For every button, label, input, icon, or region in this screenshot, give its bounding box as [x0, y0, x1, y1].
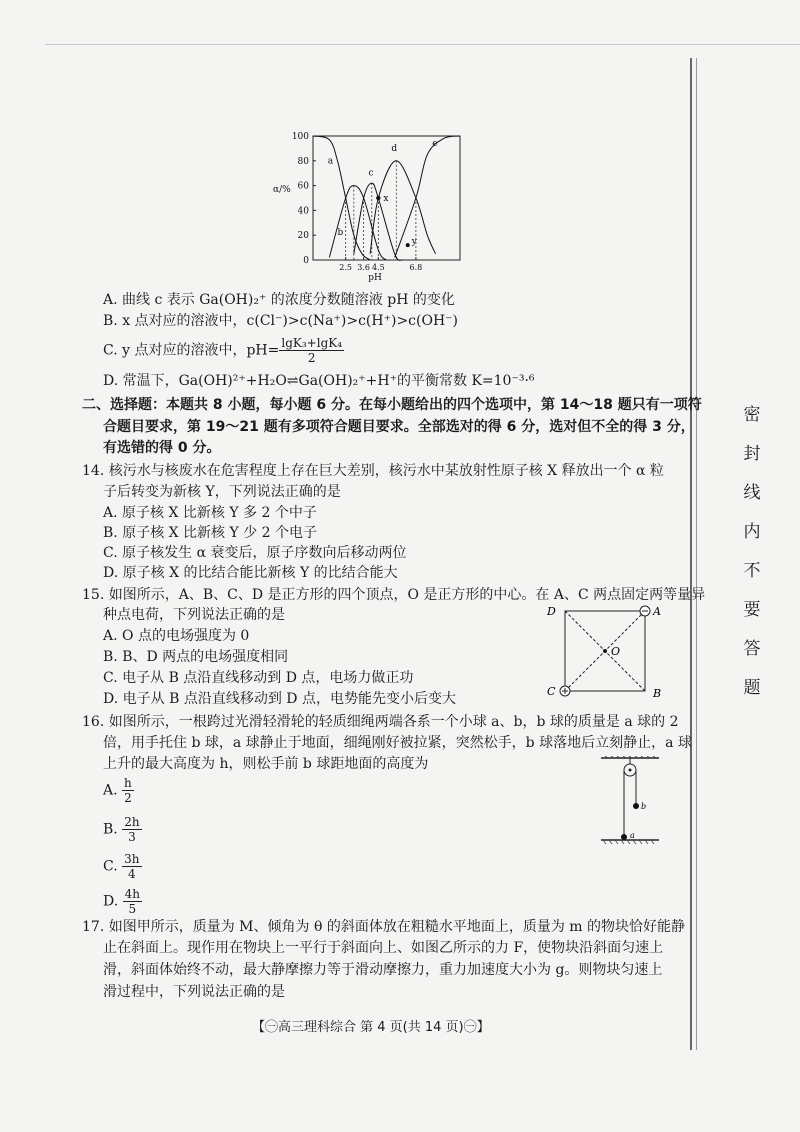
- q17-stem-3: 滑，斜面体始终不动，最大静摩擦力等于滑动摩擦力，重力加速度大小为 g。则物块匀速上: [103, 962, 663, 978]
- q14-option-d: D. 原子核 X 的比结合能比新核 Y 的比结合能大: [103, 565, 398, 581]
- q16-stem-1: 16. 如图所示，一根跨过光滑轻滑轮的轻质细绳两端各系一个小球 a、b，b 球的质量是 a 球的 2: [82, 714, 679, 730]
- x-axis-label: pH: [368, 273, 382, 283]
- q16-option-c: [103, 852, 142, 881]
- y-tick-label: 100: [291, 132, 309, 142]
- q16-option-fraction: [122, 815, 141, 844]
- distribution-chart: [265, 130, 475, 290]
- series-line-d: [370, 161, 435, 254]
- curve-label-c: c: [368, 168, 374, 179]
- point-x: [376, 196, 380, 200]
- curve-label-b: b: [337, 228, 344, 239]
- frac-num: h: [124, 776, 132, 790]
- curve-label-d: d: [391, 143, 398, 154]
- label-a: A: [653, 605, 661, 618]
- binding-notice: [740, 400, 764, 712]
- section2-line3: 有选错的得 0 分。: [103, 440, 221, 456]
- ball-b-label: b: [641, 802, 647, 811]
- q15-option-a: A. O 点的电场强度为 0: [103, 628, 250, 644]
- binding-char: 答: [743, 639, 761, 659]
- series-line-a: [313, 136, 370, 260]
- q13-option-d: D. 常温下，Ga(OH)²⁺+H₂O⇌Ga(OH)₂⁺+H⁺的平衡常数 K=10⁻³·⁶: [103, 373, 535, 389]
- q17-stem-4: 滑过程中，下列说法正确的是: [103, 984, 285, 1000]
- binding-char: 要: [743, 600, 761, 620]
- binding-char: 不: [743, 561, 761, 581]
- q14-stem-1: 14. 核污水与核废水在危害程度上存在巨大差别，核污水中某放射性原子核 X 释放出一个 α 粒: [82, 463, 664, 479]
- q16-option-label: B.: [103, 821, 118, 838]
- q14-option-c: C. 原子核发生 α 衰变后，原子序数向后移动两位: [103, 545, 407, 561]
- y-tick-label: 20: [297, 231, 309, 242]
- q16-option-d: [103, 887, 142, 916]
- ball-a-label: a: [630, 831, 635, 840]
- q16-option-fraction: [122, 852, 141, 881]
- q13-fraction-num: lgK₃+lgK₄: [281, 336, 343, 350]
- q17-stem-2: 止在斜面上。现作用在物块上一平行于斜面向上、如图乙所示的力 F，使物块沿斜面匀速上: [103, 940, 664, 956]
- q13-option-c-text: C. y 点对应的溶液中，pH=: [103, 342, 280, 359]
- binding-line-inner: [696, 58, 697, 1050]
- q16-stem-3: 上升的最大高度为 h，则松手前 b 球距地面的高度为: [103, 756, 429, 772]
- curve-label-e: e: [432, 138, 438, 149]
- q13-option-c: [103, 336, 344, 365]
- x-tick-label: 2.5: [339, 263, 353, 272]
- binding-char: 封: [743, 444, 761, 464]
- frac-num: 4h: [124, 887, 141, 901]
- q16-option-label: D.: [103, 893, 119, 910]
- frac-num: 3h: [124, 852, 140, 866]
- q17-stem-1: 17. 如图甲所示，质量为 M、倾角为 θ 的斜面体放在粗糙水平地面上，质量为 m 的物块恰好能静: [82, 919, 686, 935]
- curve-label-a: a: [327, 156, 334, 167]
- page-footer: 【㊀高三理科综合 第 4 页(共 14 页)㊀】: [252, 1020, 490, 1035]
- y-tick-label: 0: [303, 256, 309, 266]
- q13-fraction: [279, 336, 344, 365]
- binding-char: 内: [743, 522, 761, 542]
- q16-option-label: A.: [103, 782, 118, 799]
- binding-char: 题: [743, 678, 761, 698]
- q16-option-fraction: [123, 887, 142, 916]
- q13-fraction-den: 2: [307, 351, 316, 365]
- q15-option-d: D. 电子从 B 点沿直线移动到 D 点，电势能先变小后变大: [103, 691, 456, 707]
- point-y-label: y: [411, 237, 417, 248]
- x-tick-label: 6.8: [409, 263, 423, 272]
- x-tick-label: 4.5: [371, 263, 385, 272]
- label-o: O: [611, 645, 621, 658]
- q16-option-a: [103, 776, 134, 805]
- q15-option-b: B. B、D 两点的电场强度相同: [103, 649, 289, 665]
- label-c: C: [547, 685, 556, 698]
- label-b: B: [653, 687, 662, 700]
- q15-stem-1: 15. 如图所示，A、B、C、D 是正方形的四个顶点，O 是正方形的中心。在 A、C 两点固定两等量异: [82, 587, 706, 603]
- y-tick-label: 60: [297, 181, 309, 192]
- q14-option-a: A. 原子核 X 比新核 Y 多 2 个中子: [103, 505, 317, 521]
- q13-option-b: B. x 点对应的溶液中，c(Cl⁻)>c(Na⁺)>c(H⁺)>c(OH⁻): [103, 313, 459, 329]
- pulley-figure: [595, 756, 665, 848]
- frac-den: 5: [128, 902, 137, 916]
- x-tick-label: 3.6: [357, 263, 371, 272]
- y-tick-label: 80: [297, 156, 309, 167]
- y-axis-label: α/%: [273, 185, 291, 195]
- series-line-e: [395, 136, 460, 258]
- q14-stem-2: 子后转变为新核 Y，下列说法正确的是: [103, 484, 341, 500]
- q16-option-label: C.: [103, 858, 118, 875]
- binding-char: 线: [743, 483, 761, 503]
- q16-option-fraction: [122, 776, 134, 805]
- frac-den: 4: [127, 867, 136, 881]
- section2-line1: 二、选择题：本题共 8 小题，每小题 6 分。在每小题给出的四个选项中，第 14～18 题只有一项符: [82, 397, 702, 413]
- q14-option-b: B. 原子核 X 比新核 Y 少 2 个电子: [103, 525, 318, 541]
- q13-option-a: A. 曲线 c 表示 Ga(OH)₂⁺ 的浓度分数随溶液 pH 的变化: [103, 292, 455, 308]
- y-tick-label: 40: [297, 206, 309, 217]
- point-x-label: x: [383, 194, 389, 204]
- frac-den: 3: [128, 830, 136, 844]
- q15-stem-2: 种点电荷，下列说法正确的是: [103, 607, 285, 623]
- q15-option-c: C. 电子从 B 点沿直线移动到 D 点，电场力做正功: [103, 670, 414, 686]
- point-y: [406, 243, 410, 247]
- square-charge-figure: [545, 603, 665, 703]
- binding-char: 密: [743, 405, 761, 425]
- label-d: D: [547, 605, 556, 618]
- top-rule: [45, 44, 800, 45]
- section2-line2: 合题目要求，第 19～21 题有多项符合题目要求。全部选对的得 6 分，选对但不全的得 3 分，: [103, 419, 695, 435]
- q16-option-b: [103, 815, 142, 844]
- frac-den: 2: [124, 791, 132, 805]
- frac-num: 2h: [124, 815, 140, 829]
- binding-line: [690, 58, 692, 1050]
- q16-stem-2: 倍，用手托住 b 球，a 球静止于地面，细绳刚好被拉紧，突然松手，b 球落地后立刻静止，a 球: [103, 735, 692, 751]
